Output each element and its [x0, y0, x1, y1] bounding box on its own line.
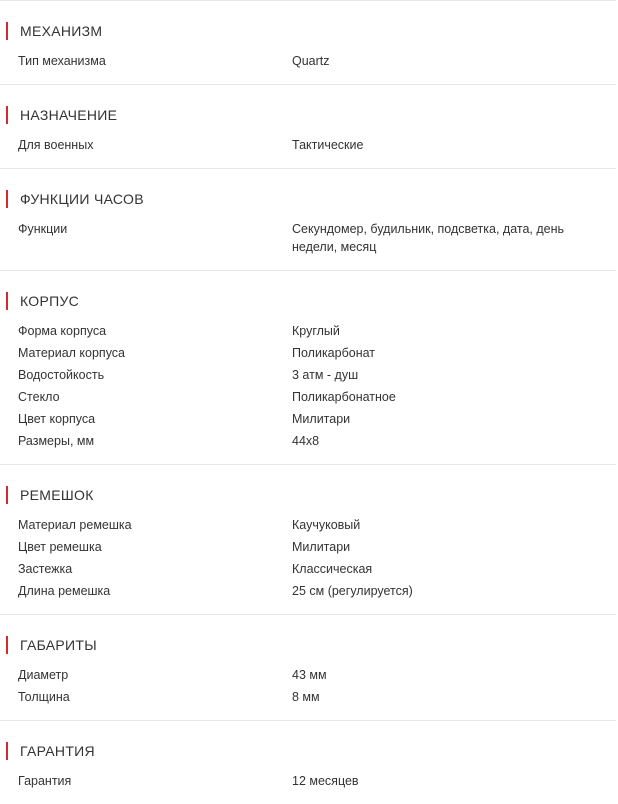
section-title: ГАБАРИТЫ: [0, 636, 616, 654]
spec-value: 3 атм - душ: [292, 368, 359, 382]
spec-row: [0, 664, 616, 686]
section-title: ГАРАНТИЯ: [0, 742, 616, 760]
section-watch-functions: [0, 169, 616, 271]
spec-row: [0, 686, 616, 708]
spec-name: Функции: [18, 222, 68, 236]
spec-value: 12 месяцев: [292, 774, 359, 788]
spec-value: Классическая: [292, 562, 373, 576]
spec-row: [0, 134, 616, 156]
spec-value: 43 мм: [292, 668, 327, 682]
spec-row: [0, 430, 616, 452]
section-title: НАЗНАЧЕНИЕ: [0, 106, 616, 124]
spec-name: Водостойкость: [18, 368, 105, 382]
spec-row: [0, 558, 616, 580]
spec-value: 44x8: [292, 434, 320, 448]
spec-row: [0, 408, 616, 430]
spec-value: Поликарбонатное: [292, 390, 396, 404]
spec-row: [0, 364, 616, 386]
spec-name: Для военных: [18, 138, 94, 152]
spec-row: [0, 770, 616, 792]
spec-row: [0, 218, 616, 258]
spec-value: Поликарбонат: [292, 346, 376, 360]
spec-value: 25 см (регулируется): [292, 584, 413, 598]
section-case: [0, 271, 616, 465]
spec-name: Застежка: [18, 562, 73, 576]
spec-row: [0, 514, 616, 536]
spec-value: Круглый: [292, 324, 340, 338]
spec-value: Милитари: [292, 540, 351, 554]
spec-name: Толщина: [18, 690, 70, 704]
spec-name: Гарантия: [18, 774, 72, 788]
spec-name: Форма корпуса: [18, 324, 107, 338]
spec-name: Цвет ремешка: [18, 540, 102, 554]
section-strap: [0, 465, 616, 615]
spec-value: Каучуковый: [292, 518, 361, 532]
spec-row: [0, 342, 616, 364]
spec-name: Цвет корпуса: [18, 412, 96, 426]
spec-name: Стекло: [18, 390, 60, 404]
spec-value: 8 мм: [292, 690, 320, 704]
spec-row: [0, 50, 616, 72]
section-purpose: [0, 85, 616, 169]
spec-row: [0, 320, 616, 342]
section-title: МЕХАНИЗМ: [0, 22, 616, 40]
section-title: ФУНКЦИИ ЧАСОВ: [0, 190, 616, 208]
spec-name: Тип механизма: [18, 54, 106, 68]
section-dimensions: [0, 615, 616, 721]
spec-row: [0, 536, 616, 558]
spec-row: [0, 386, 616, 408]
spec-value: Тактические: [292, 138, 364, 152]
section-warranty: [0, 721, 616, 804]
spec-name: Материал ремешка: [18, 518, 132, 532]
spec-value: Милитари: [292, 412, 351, 426]
spec-name: Размеры, мм: [18, 434, 95, 448]
spec-name: Материал корпуса: [18, 346, 126, 360]
section-mechanism: [0, 1, 616, 85]
spec-value: Quartz: [292, 54, 330, 68]
section-title: КОРПУС: [0, 292, 616, 310]
spec-name: Длина ремешка: [18, 584, 111, 598]
spec-name: Диаметр: [18, 668, 69, 682]
section-title: РЕМЕШОК: [0, 486, 616, 504]
spec-row: [0, 580, 616, 602]
spec-value: Секундомер, будильник, подсветка, дата, день недели, месяц: [292, 222, 565, 254]
